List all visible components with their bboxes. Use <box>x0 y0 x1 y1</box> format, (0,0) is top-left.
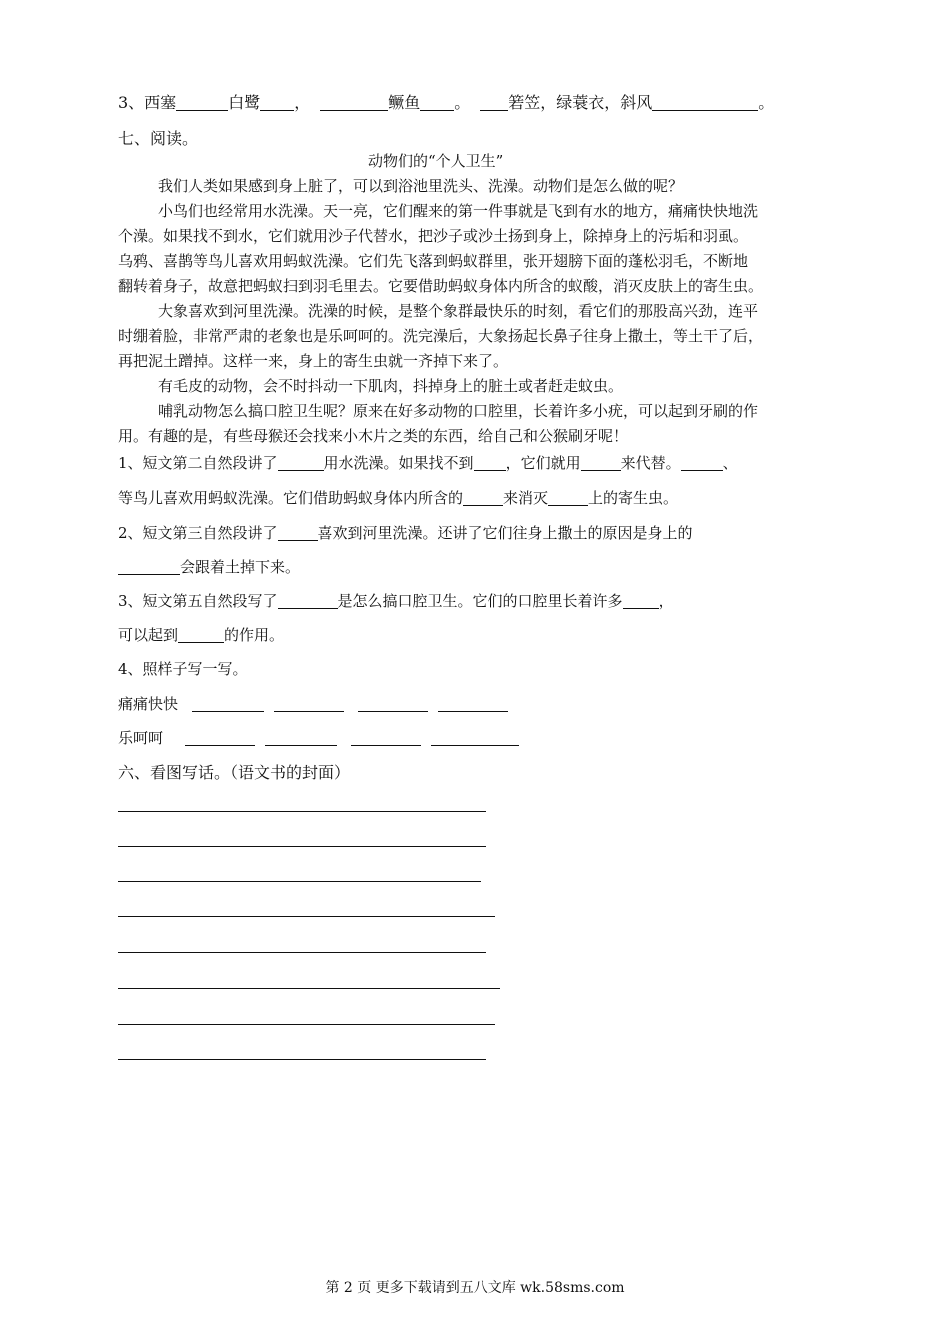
answer-blank[interactable] <box>185 730 255 746</box>
passage-line: 再把泥土蹭掉。这样一来，身上的寄生虫就一齐掉下来了。 <box>118 352 509 370</box>
answer-blank[interactable] <box>274 696 344 712</box>
answer-blank[interactable] <box>278 593 338 609</box>
passage-line: 时绷着脸，非常严肃的老象也是乐呵呵的。洗完澡后，大象扬起长鼻子往身上撒土，等土干了后， <box>118 327 764 345</box>
answer-blank[interactable] <box>358 696 428 712</box>
answer-blank[interactable] <box>548 490 588 506</box>
page-footer: 第 2 页 更多下载请到五八文库 wk.58sms.com <box>325 1280 625 1296</box>
writing-line[interactable] <box>118 846 486 847</box>
question-2-line-2 <box>118 556 300 577</box>
q2-text: 2、短文第三自然段讲了 <box>118 524 278 542</box>
writing-line[interactable] <box>118 1059 486 1060</box>
answer-blank[interactable] <box>278 525 318 541</box>
poem-fill-question <box>118 90 774 113</box>
answer-blank[interactable] <box>176 94 228 111</box>
writing-line[interactable] <box>118 988 500 989</box>
answer-blank[interactable] <box>438 696 508 712</box>
writing-line[interactable] <box>118 811 486 812</box>
answer-blank[interactable] <box>581 455 621 471</box>
question-3-line-1 <box>118 590 674 611</box>
passage-line: 个澡。如果找不到水，它们就用沙子代替水，把沙子或沙土扬到身上，除掉身上的污垢和羽虱。 <box>118 227 749 245</box>
q1-text: 、 <box>722 454 738 472</box>
question-4-row-2 <box>118 727 519 748</box>
example-word: 痛痛快快 <box>118 695 179 713</box>
passage-line: 翻转着身子，故意把蚂蚁扫到羽毛里去。它要借助蚂蚁身体内所含的蚁酸，消灭皮肤上的寄生虫。 <box>118 277 764 295</box>
example-word: 乐呵呵 <box>118 729 164 747</box>
answer-blank[interactable] <box>192 696 264 712</box>
answer-blank[interactable] <box>681 455 723 471</box>
question-1-line-2 <box>118 487 678 508</box>
q1-text: 1、短文第二自然段讲了 <box>118 454 278 472</box>
question-4-row-1 <box>118 693 508 714</box>
q3-text: 是怎么搞口腔卫生。它们的口腔里长着许多 <box>337 592 623 610</box>
question-2-line-1 <box>118 522 693 543</box>
q2-text: 会跟着土掉下来。 <box>180 558 301 576</box>
question-4-heading: 4、照样子写一写。 <box>118 660 248 678</box>
passage-line: 大象喜欢到河里洗澡。洗澡的时候，是整个象群最快乐的时刻，看它们的那股高兴劲，连平 <box>158 302 759 320</box>
question-1-line-1 <box>118 452 738 473</box>
writing-line[interactable] <box>118 881 481 882</box>
q1-text: 来代替。 <box>620 454 681 472</box>
answer-blank[interactable] <box>118 559 180 575</box>
answer-blank[interactable] <box>463 490 503 506</box>
answer-blank[interactable] <box>474 455 506 471</box>
passage-line: 小鸟们也经常用水洗澡。天一亮，它们醒来的第一件事就是飞到有水的地方，痛痛快快地洗 <box>158 202 759 220</box>
answer-blank[interactable] <box>652 94 758 111</box>
q1-text: 用水洗澡。如果找不到 <box>323 454 474 472</box>
writing-line[interactable] <box>118 916 495 917</box>
poem-text-2: 白鹭 <box>228 93 261 112</box>
answer-blank[interactable] <box>260 94 294 111</box>
answer-blank[interactable] <box>420 94 454 111</box>
poem-text-6: 箬笠，绿蓑衣，斜风 <box>508 93 653 112</box>
answer-blank[interactable] <box>431 730 519 746</box>
poem-text-1: 3、西塞 <box>118 93 177 112</box>
passage-line: 我们人类如果感到身上脏了，可以到浴池里洗头、洗澡。动物们是怎么做的呢？ <box>158 177 684 195</box>
q1-text: 来消灭 <box>503 489 549 507</box>
answer-blank[interactable] <box>480 94 508 111</box>
passage-line: 乌鸦、喜鹊等鸟儿喜欢用蚂蚁洗澡。它们先飞落到蚂蚁群里，张开翅膀下面的蓬松羽毛，不断地 <box>118 252 749 270</box>
answer-blank[interactable] <box>265 730 337 746</box>
answer-blank[interactable] <box>623 593 659 609</box>
question-3-line-2 <box>118 624 284 645</box>
writing-line[interactable] <box>118 1024 495 1025</box>
passage-line: 用。有趣的是，有些母猴还会找来小木片之类的东西，给自己和公猴刷牙呢！ <box>118 427 629 445</box>
q3-text: 的作用。 <box>224 626 285 644</box>
passage-line: 有毛皮的动物，会不时抖动一下肌肉，抖掉身上的脏土或者赶走蚊虫。 <box>158 377 624 395</box>
q3-text: 3、短文第五自然段写了 <box>118 592 278 610</box>
passage-line: 哺乳动物怎么搞口腔卫生呢？原来在好多动物的口腔里，长着许多小疣，可以起到牙刷的作 <box>158 402 759 420</box>
q2-text: 喜欢到河里洗澡。还讲了它们往身上撒土的原因是身上的 <box>317 524 693 542</box>
poem-text-5: 。 <box>454 93 471 112</box>
answer-blank[interactable] <box>320 94 388 111</box>
answer-blank[interactable] <box>278 455 324 471</box>
section-7-heading: 七、阅读。 <box>118 129 199 148</box>
writing-line[interactable] <box>118 952 486 953</box>
answer-blank[interactable] <box>351 730 421 746</box>
poem-text-4: 鳜鱼 <box>388 93 421 112</box>
q1-text: 等鸟儿喜欢用蚂蚁洗澡。它们借助蚂蚁身体内所含的 <box>118 489 464 507</box>
answer-blank[interactable] <box>178 627 224 643</box>
q3-text: 可以起到 <box>118 626 179 644</box>
section-6-heading: 六、看图写话。（语文书的封面） <box>118 763 351 782</box>
q3-text: ， <box>658 592 674 610</box>
q1-text: ，它们就用 <box>505 454 581 472</box>
poem-text-7: 。 <box>758 93 775 112</box>
q1-text: 上的寄生虫。 <box>588 489 679 507</box>
poem-text-3: ， <box>294 93 311 112</box>
passage-title: 动物们的“个人卫生” <box>368 152 504 170</box>
